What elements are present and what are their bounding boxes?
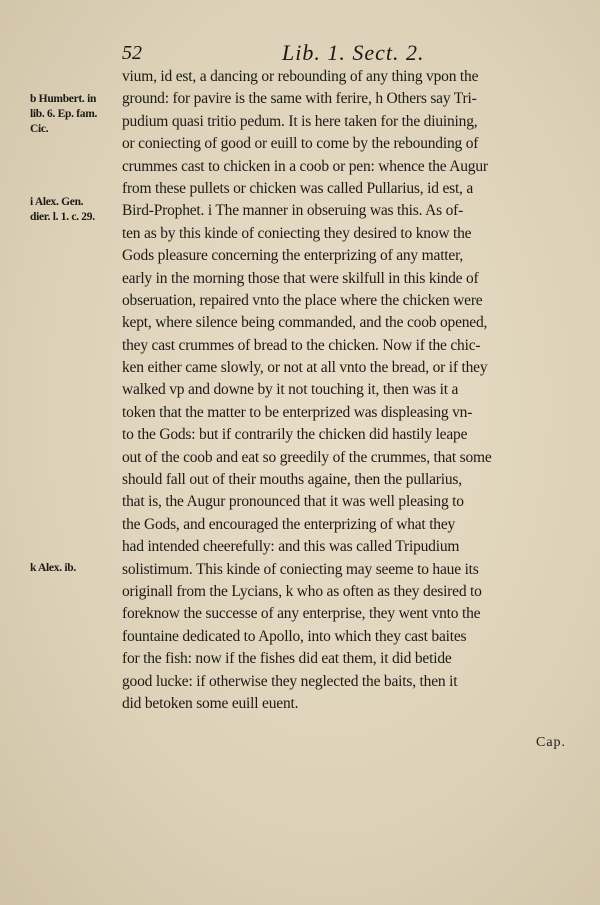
text-line: did betoken some euill euent. [122, 694, 299, 712]
text-line: to the Gods: but if contrarily the chicken did hastily leape [122, 426, 468, 444]
catchword: Cap. [536, 735, 567, 750]
text-line: ten as by this kinde of coniecting they desired to know the [122, 224, 472, 242]
text-line: Gods pleasure concerning the enterprizing of any matter, [122, 247, 464, 265]
text-line: crummes cast to chicken in a coob or pen: whence the Augur [122, 157, 488, 175]
text-line: that is, the Augur pronounced that it was well pleasing to [122, 493, 464, 511]
text-line: vium, id est, a dancing or rebounding of any thing vpon the [122, 68, 479, 85]
body-text [122, 66, 582, 715]
marginal-note-humbert: b Humbert. in lib. 6. Ep. fam. Cic. [30, 93, 98, 135]
page-number: 52 [122, 42, 142, 64]
text-line: Bird-Prophet. i The manner in obseruing was this. As of- [122, 202, 464, 220]
text-line: foreknow the successe of any enterprise, they went vnto the [122, 605, 481, 623]
text-line: from these pullets or chicken was called Pullarius, id est, a [122, 179, 474, 197]
text-line: should fall out of their mouths againe, then the pullarius, [122, 471, 462, 489]
marginal-note-alex-ib: k Alex. ib. [30, 562, 76, 574]
running-title: Lib. 1. Sect. 2. [282, 40, 425, 65]
text-line: or coniecting of good or euill to come by the rebounding of [122, 135, 479, 153]
text-line: solistimum. This kinde of coniecting may seeme to haue its [122, 560, 479, 578]
running-head [0, 40, 600, 66]
text-line: obseruation, repaired vnto the place where the chicken were [122, 291, 483, 309]
text-line: walked vp and downe by it not touching it, then was it a [122, 381, 459, 399]
text-line: ground: for pavire is the same with ferire, h Others say Tri- [122, 90, 477, 108]
text-line: pudium quasi tritio pedum. It is here taken for the diuining, [122, 112, 478, 130]
text-line: the Gods, and encouraged the enterprizing of what they [122, 515, 456, 533]
marginal-note-alex-gen: i Alex. Gen. dier. l. 1. c. 29. [30, 196, 95, 223]
text-line: kept, where silence being commanded, and the coob opened, [122, 314, 488, 332]
text-line: originall from the Lycians, k who as often as they desired to [122, 582, 482, 600]
text-line: out of the coob and eat so greedily of the crummes, that some [122, 448, 492, 466]
text-line: had intended cheerefully: and this was called Tripudium [122, 538, 460, 556]
text-line: fountaine dedicated to Apollo, into which they cast baites [122, 627, 467, 645]
text-line: early in the morning those that were skilfull in this kinde of [122, 269, 479, 287]
text-line: ken either came slowly, or not at all vnto the bread, or if they [122, 359, 488, 377]
text-line: token that the matter to be enterprized was displeasing vn- [122, 403, 473, 421]
text-line: for the fish: now if the fishes did eat them, it did betide [122, 650, 452, 668]
text-line: good lucke: if otherwise they neglected the baits, then it [122, 672, 458, 690]
text-line: they cast crummes of bread to the chicken. Now if the chic- [122, 336, 481, 354]
